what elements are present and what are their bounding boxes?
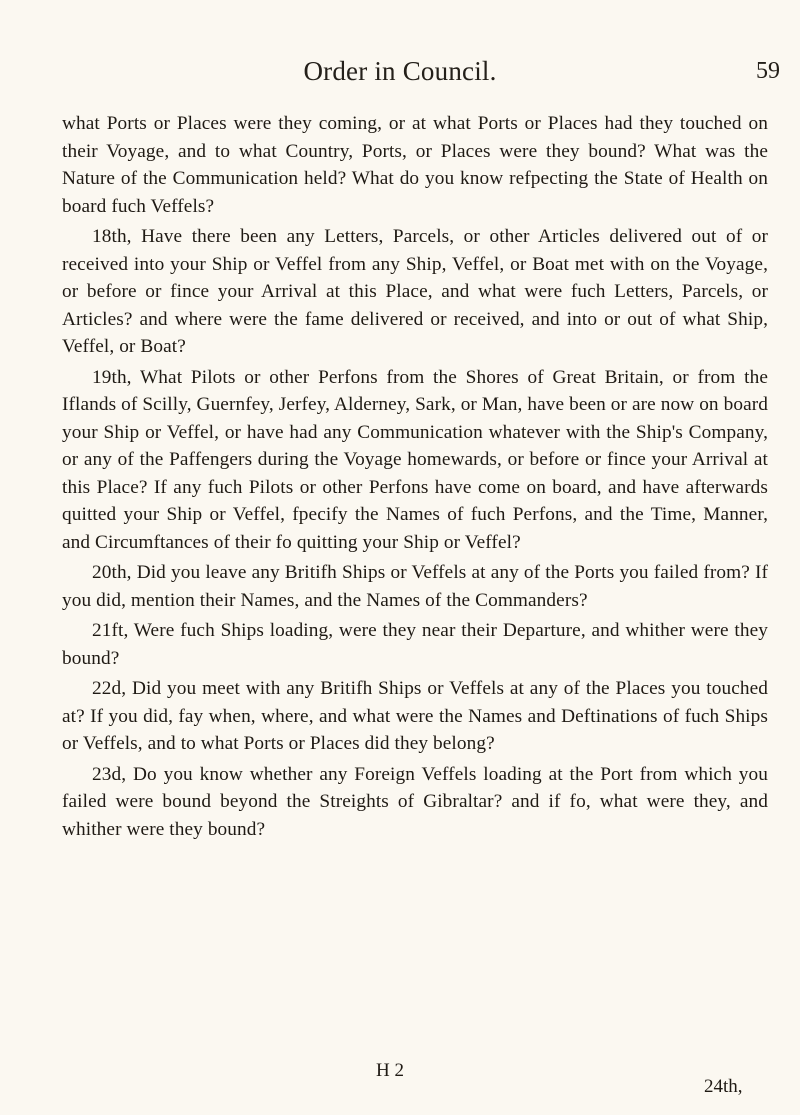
paragraph-21 — [62, 617, 768, 672]
paragraph-22 — [62, 675, 768, 758]
paragraph-text: what Ports or Places were they coming, or at what Ports or Places had they touched on their Voyage, and to what Country, Ports, or Places were they bound? What was the Nature of the Communication held? What do you know refpecting the State of Health on board fuch Veffels? — [62, 113, 768, 217]
paragraph-18 — [62, 223, 768, 361]
paragraph-text: Did you meet with any Britifh Ships or Veffels at any of the Places you touched at? If you did, fay when, where, and what were the Names and Deftinations of fuch Ships or Veffels, and to what Ports or Places did they belong? — [62, 678, 768, 754]
signature-mark: H 2 — [376, 1060, 404, 1081]
paragraph-number: 22d, — [92, 678, 127, 699]
paragraph-number: 20th, — [92, 562, 132, 583]
running-head: Order in Council. — [303, 56, 497, 86]
paragraph-number: 18th, — [92, 226, 132, 247]
paragraph-text: Do you know whether any Foreign Veffels loading at the Port from which you failed were bound beyond the Streights of Gibraltar? and if fo, what were they, and whither were they bound? — [62, 763, 768, 840]
paragraph-text: Have there been any Letters, Parcels, or other Articles delivered out of or received into your Ship or Veffel from any Ship, Veffel, or Boat met with on the Voyage, or before or fince your Arrival at this Place, and what were fuch Letters, Parcels, or Articles? and where were the fame delivered or received, and into or out of what Ship, Veffel, or Boat? — [62, 226, 768, 357]
page-footer — [0, 1060, 800, 1100]
paragraph-number: 23d, — [92, 763, 127, 785]
paragraph-number: 21ft, — [92, 620, 129, 641]
paragraph-17-continued — [62, 110, 768, 220]
catchword: 24th, — [704, 1076, 743, 1097]
paragraph-text: Did you leave any Britifh Ships or Veffels at any of the Ports you failed from? If you did, mention their Names, and the Names of the Commanders? — [62, 562, 768, 611]
body-text — [62, 110, 768, 846]
paragraph-19 — [62, 364, 768, 557]
paragraph-23 — [62, 761, 768, 844]
paragraph-number: 19th, — [92, 366, 132, 388]
paragraph-text: What Pilots or other Perfons from the Shores of Great Britain, or from the Iflands of Scilly, Guernfey, Jerfey, Alderney, Sark, or Man, have been or are now on board your Ship or Veffel, or have had any Communication whatever with the Ship's Company, or any of the Paffengers during the Voyage homewards, or before or fince your Arrival at this Place? If any fuch Pilots or other Perfons have come on board, and have afterwards quitted your Ship or Veffel, fpecify the Names of fuch Perfons, and the Time, Manner, and Circumftances of their fo quitting your Ship or Veffel? — [62, 366, 768, 553]
paragraph-20 — [62, 559, 768, 614]
page-number: 59 — [756, 58, 780, 84]
page-header — [0, 56, 800, 96]
paragraph-text: Were fuch Ships loading, were they near their Departure, and whither were they bound? — [62, 620, 768, 669]
